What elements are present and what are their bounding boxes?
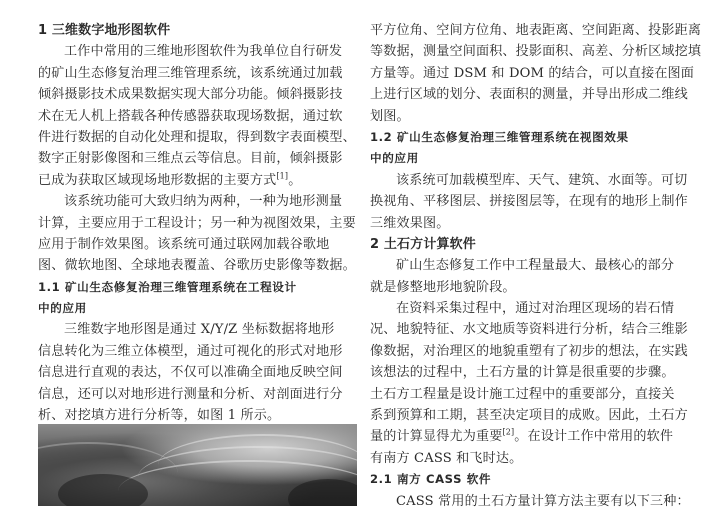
left-column-line [38, 191, 358, 212]
line-text: 2.1 南方 CASS 软件 [370, 472, 492, 487]
figure-1-terrain-image [38, 424, 357, 506]
line-text: 信息转化为三维立体模型，通过可视化的形式对地形 [38, 343, 343, 359]
right-column-line [370, 469, 688, 490]
left-column-line [38, 384, 358, 405]
left-column-line [38, 20, 358, 41]
right-column-line [370, 384, 688, 405]
line-text: 析、对挖填方进行分析等，如图 1 所示。 [38, 408, 281, 424]
citation-marker: [1] [276, 171, 289, 181]
line-text: 计算，主要应用于工程设计；另一种为视图效果，主要 [38, 215, 356, 231]
left-column-line [38, 127, 358, 148]
left-column-line [38, 341, 358, 362]
line-text: 矿山生态修复工作中工程量最大、最核心的部分 [396, 258, 675, 274]
line-text: 信息，还可以对地形进行测量和分析、对剖面进行分 [38, 386, 343, 402]
line-text: 1.1 矿山生态修复治理三维管理系统在工程设计 [38, 279, 297, 294]
line-text: 图、微软地图、全球地表覆盖、谷歌历史影像等数据。 [38, 258, 356, 274]
line-text: 土石方工程量是设计施工过程中的重要部分，直接关 [370, 386, 675, 402]
right-column-line [370, 20, 702, 41]
line-text: 平方位角、空间方位角、地表距离、空间距离、投影距离 [370, 23, 702, 38]
left-column-line [38, 255, 358, 276]
left-column-line [38, 234, 358, 255]
left-column-line [38, 362, 358, 383]
line-text: 件进行数据的自动化处理和提取，得到数字表面模型、 [38, 129, 356, 145]
line-text: 信息进行直观的表达，不仅可以准确全面地反映空间 [38, 365, 343, 381]
line-text: 量的计算显得尤为重要 [370, 429, 503, 445]
line-text: 数字正射影像图和三维点云等信息。目前，倾斜摄影 [38, 151, 343, 167]
right-column [370, 20, 702, 512]
line-text: 三维效果图。 [370, 215, 450, 231]
right-column-line [370, 362, 688, 383]
line-text: 像数据，对治理区的地貌重塑有了初步的想法，在实践 [370, 343, 688, 359]
right-column-line [370, 341, 688, 362]
line-text: 该想法的过程中，土石方量的计算是很重要的步骤。 [370, 365, 675, 381]
line-text: 2 土石方计算软件 [370, 236, 476, 252]
line-text: 划图。 [370, 108, 410, 124]
line-text: 等数据，测量空间面积、投影面积、高差、分析区域挖填 [370, 44, 702, 60]
left-column [38, 20, 358, 426]
line-text: 换视角、平移图层、拼接图层等，在现有的地形上制作 [370, 194, 688, 210]
left-column-line [38, 213, 358, 234]
line-text: 在资料采集过程中，通过对治理区现场的岩石情 [396, 301, 675, 317]
line-text: 该系统可加载模型库、天气、建筑、水面等。可切 [396, 172, 688, 188]
line-text: CASS 常用的土石方量计算方法主要有以下三种： [396, 493, 690, 509]
right-column-line [370, 191, 688, 212]
left-column-line [38, 63, 358, 84]
left-column-line [38, 277, 358, 298]
line-text: 中的应用 [38, 301, 87, 316]
line-text: 已成为获取区域现场地形数据的主要方式 [38, 172, 277, 188]
line-text: 就是修整地形地貌阶段。 [370, 279, 516, 295]
line-text: 工作中常用的三维地形图软件为我单位自行研发 [64, 44, 343, 60]
right-column-line [370, 426, 688, 447]
right-column-line [370, 170, 688, 191]
line-text: 倾斜摄影技术成果数据实现大部分功能。倾斜摄影技 [38, 87, 343, 103]
left-column-line [38, 84, 358, 105]
right-column-line [370, 298, 688, 319]
line-text-tail: 。在设计工作中常用的软件 [514, 429, 674, 445]
line-text: 术在无人机上搭载各种传感器获取现场数据，通过软 [38, 108, 343, 124]
right-column-line [370, 213, 688, 234]
right-column-line [370, 448, 688, 469]
left-column-line [38, 148, 358, 169]
left-column-line [38, 298, 358, 319]
line-text: 方量等。通过 DSM 和 DOM 的结合，可以直接在图面 [370, 65, 695, 81]
line-text: 的矿山生态修复治理三维管理系统，该系统通过加载 [38, 65, 343, 81]
line-text: 该系统功能可大致归纳为两种，一种为地形测量 [64, 194, 343, 210]
right-column-line [370, 405, 688, 426]
line-text: 有南方 CASS 和飞时达。 [370, 450, 523, 466]
shadow-area [58, 474, 148, 506]
line-text-tail: 。 [288, 172, 302, 188]
line-text: 应用于制作效果图。该系统可通过联网加载谷歌地 [38, 236, 330, 252]
right-column-line [370, 41, 702, 62]
right-column-line [370, 127, 688, 148]
right-column-line [370, 234, 688, 255]
line-text: 1.2 矿山生态修复治理三维管理系统在视图效果 [370, 129, 629, 144]
right-column-line [370, 277, 688, 298]
left-column-line [38, 41, 358, 62]
left-column-line [38, 319, 358, 340]
right-column-line [370, 255, 688, 276]
citation-marker: [2] [502, 428, 515, 438]
left-column-line [38, 170, 358, 191]
line-text: 上进行区域的划分、表面积的测量，并导出形成二维线 [370, 87, 688, 103]
line-text: 系到预算和工期，甚至决定项目的成败。因此，土石方 [370, 408, 688, 424]
right-column-line [370, 84, 688, 105]
right-column-line [370, 319, 688, 340]
left-column-line [38, 106, 358, 127]
line-text: 中的应用 [370, 151, 419, 166]
right-column-line [370, 63, 695, 84]
line-text: 况、地貌特征、水文地质等资料进行分析，结合三维影 [370, 322, 688, 338]
right-column-line [370, 491, 688, 512]
right-column-line [370, 106, 688, 127]
line-text: 1 三维数字地形图软件 [38, 23, 171, 38]
line-text: 三维数字地形图是通过 X/Y/Z 坐标数据将地形 [64, 322, 335, 338]
right-column-line [370, 148, 688, 169]
